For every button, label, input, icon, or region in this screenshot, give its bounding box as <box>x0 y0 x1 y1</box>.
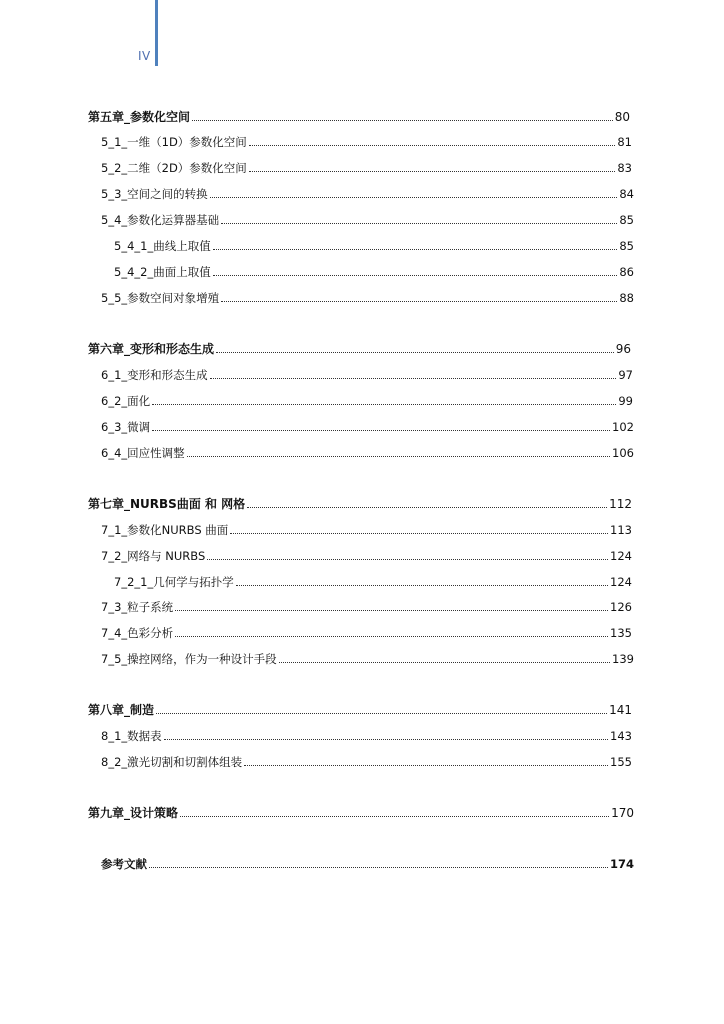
toc-entry-page: 139 <box>612 652 634 666</box>
toc-entry[interactable] <box>101 728 632 744</box>
toc-entry-page: 99 <box>618 394 633 408</box>
toc-entry-title: 第七章_NURBS曲面 和 网格 <box>88 497 246 511</box>
toc-entry[interactable] <box>101 445 634 461</box>
toc-dot-leader <box>149 866 608 868</box>
toc-entry[interactable] <box>101 651 634 667</box>
toc-entry[interactable] <box>101 856 634 872</box>
toc-entry[interactable] <box>101 393 633 409</box>
toc-entry-page: 80 <box>614 110 630 124</box>
toc-entry-title: 6_1_变形和形态生成 <box>101 368 208 382</box>
toc-entry-title: 5_2_二维（2D）参数化空间 <box>101 161 247 175</box>
toc-entry-page: 81 <box>617 135 632 149</box>
toc-dot-leader <box>230 532 608 534</box>
toc-entry[interactable] <box>101 290 634 306</box>
toc-entry-title: 6_3_微调 <box>101 420 151 434</box>
toc-entry-page: 174 <box>609 857 634 871</box>
toc-chapter-entry[interactable] <box>88 702 632 718</box>
toc-entry-title: 5_1_一维（1D）参数化空间 <box>101 135 247 149</box>
toc-dot-leader <box>180 815 609 817</box>
toc-entry-title: 第八章_制造 <box>88 703 155 717</box>
toc-entry-page: 141 <box>609 703 632 717</box>
toc-entry[interactable] <box>101 625 632 641</box>
toc-dot-leader <box>213 274 618 276</box>
toc-dot-leader <box>249 144 616 146</box>
toc-dot-leader <box>152 429 610 431</box>
toc-entry-page: 106 <box>612 446 634 460</box>
toc-entry-page: 88 <box>619 291 634 305</box>
toc-dot-leader <box>210 377 617 379</box>
toc-entry-page: 126 <box>610 600 632 614</box>
toc-chapter-entry[interactable] <box>88 805 634 821</box>
toc-entry[interactable] <box>101 522 632 538</box>
toc-dot-leader <box>175 609 608 611</box>
toc-entry-page: 85 <box>619 213 634 227</box>
toc-entry[interactable] <box>101 212 634 228</box>
toc-entry-title: 5_4_1_曲线上取值 <box>114 239 211 253</box>
toc-entry-title: 7_2_网络与 NURBS <box>101 549 206 563</box>
toc-dot-leader <box>221 300 617 302</box>
toc-entry-title: 7_1_参数化NURBS 曲面 <box>101 523 229 537</box>
toc-entry-title: 6_4_回应性调整 <box>101 446 185 460</box>
toc-entry[interactable] <box>101 186 634 202</box>
page-number: IV <box>138 49 151 63</box>
toc-dot-leader <box>156 712 607 714</box>
toc-dot-leader <box>210 196 618 198</box>
toc-dot-leader <box>187 455 610 457</box>
toc-entry-page: 102 <box>612 420 634 434</box>
toc-entry-title: 7_3_粒子系统 <box>101 600 174 614</box>
toc-entry-page: 97 <box>618 368 633 382</box>
toc-entry-page: 143 <box>610 729 632 743</box>
toc-dot-leader <box>244 764 608 766</box>
toc-dot-leader <box>164 738 608 740</box>
toc-entry-title: 5_3_空间之间的转换 <box>101 187 208 201</box>
toc-entry-title: 8_1_数据表 <box>101 729 162 743</box>
toc-entry-page: 170 <box>611 806 634 820</box>
toc-entry-page: 83 <box>617 161 632 175</box>
toc-entry[interactable] <box>101 754 632 770</box>
toc-entry-title: 参考文献 <box>101 857 147 871</box>
toc-entry-page: 155 <box>610 755 632 769</box>
toc-chapter-entry[interactable] <box>88 109 630 125</box>
header-accent-bar <box>155 0 158 66</box>
toc-entry-title: 8_2_激光切割和切割体组装 <box>101 755 243 769</box>
toc-chapter-entry[interactable] <box>88 496 632 512</box>
toc-dot-leader <box>247 506 607 508</box>
toc-entry-page: 96 <box>615 342 631 356</box>
toc-dot-leader <box>279 661 610 663</box>
toc-entry[interactable] <box>101 548 632 564</box>
toc-dot-leader <box>216 351 614 353</box>
toc-entry-title: 6_2_面化 <box>101 394 151 408</box>
toc-entry[interactable] <box>114 238 634 254</box>
toc-dot-leader <box>236 584 608 586</box>
toc-dot-leader <box>207 558 608 560</box>
toc-dot-leader <box>152 403 616 405</box>
toc-entry[interactable] <box>114 574 632 590</box>
toc-entry-page: 135 <box>610 626 632 640</box>
toc-entry[interactable] <box>101 367 633 383</box>
toc-entry-page: 124 <box>610 575 632 589</box>
toc-entry-page: 113 <box>610 523 632 537</box>
toc-entry[interactable] <box>101 160 632 176</box>
toc-entry-title: 5_4_2_曲面上取值 <box>114 265 211 279</box>
toc-dot-leader <box>175 635 608 637</box>
toc-entry[interactable] <box>114 264 634 280</box>
toc-entry-title: 5_5_参数空间对象增殖 <box>101 291 220 305</box>
toc-entry-page: 112 <box>609 497 632 511</box>
toc-entry-title: 7_5_操控网络，作为一种设计手段 <box>101 652 277 666</box>
toc-entry-page: 86 <box>619 265 634 279</box>
toc-entry[interactable] <box>101 419 634 435</box>
toc-entry[interactable] <box>101 599 632 615</box>
toc-entry-page: 124 <box>610 549 632 563</box>
toc-entry-title: 第五章_参数化空间 <box>88 110 191 124</box>
toc-entry[interactable] <box>101 134 632 150</box>
toc-entry-page: 84 <box>619 187 634 201</box>
toc-dot-leader <box>192 119 613 121</box>
toc-dot-leader <box>221 222 617 224</box>
toc-dot-leader <box>249 170 616 172</box>
toc-entry-title: 7_2_1_几何学与拓扑学 <box>114 575 234 589</box>
toc-dot-leader <box>213 248 618 250</box>
toc-entry-title: 第六章_变形和形态生成 <box>88 342 215 356</box>
toc-entry-title: 5_4_参数化运算器基础 <box>101 213 220 227</box>
toc-chapter-entry[interactable] <box>88 341 631 357</box>
toc-entry-page: 85 <box>619 239 634 253</box>
toc-entry-title: 7_4_色彩分析 <box>101 626 174 640</box>
toc-entry-title: 第九章_设计策略 <box>88 806 179 820</box>
